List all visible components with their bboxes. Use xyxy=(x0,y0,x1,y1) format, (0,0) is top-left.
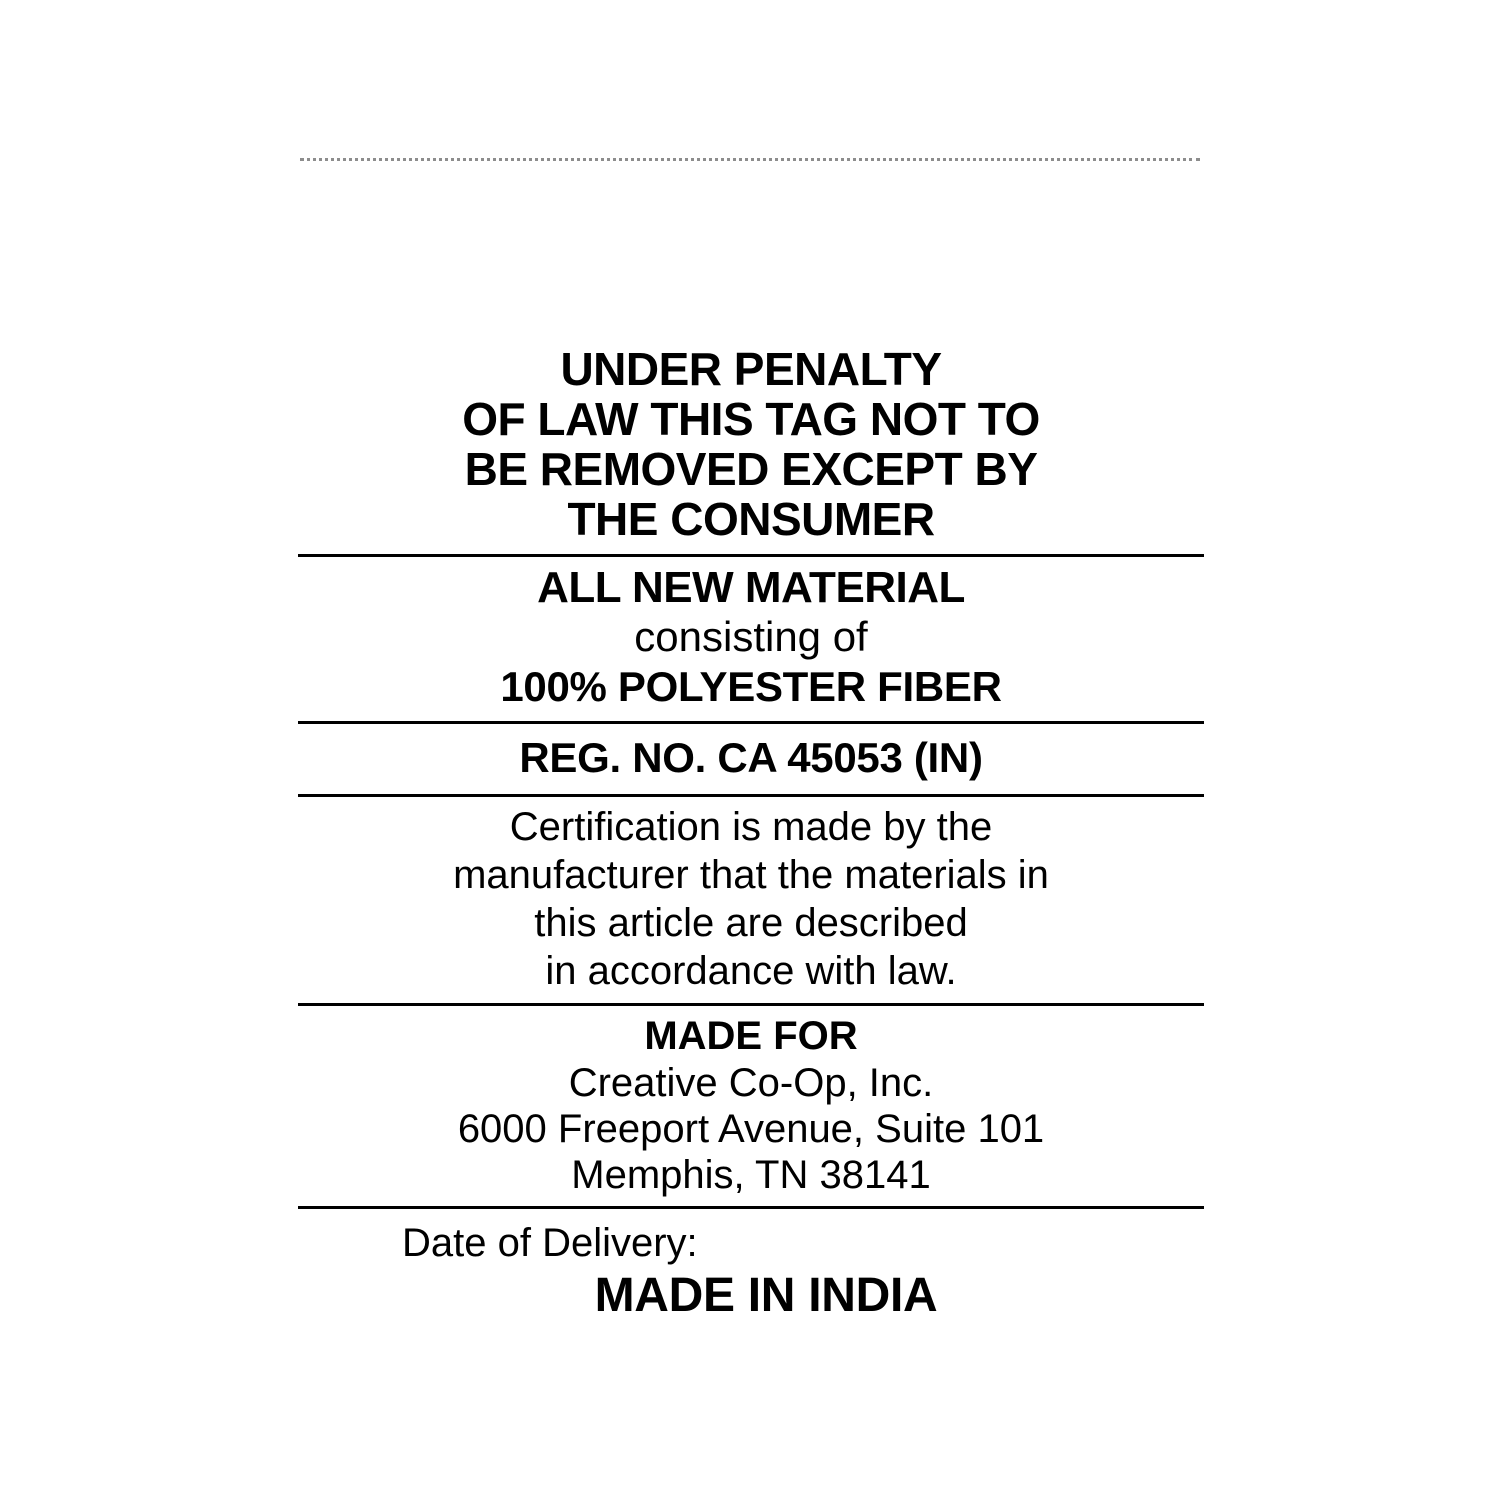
made-for-address-line-2: Memphis, TN 38141 xyxy=(571,1153,931,1197)
certification-line-2: manufacturer that the materials in xyxy=(453,853,1049,897)
material-fiber-content: 100% POLYESTER FIBER xyxy=(500,663,1002,710)
country-of-origin: MADE IN INDIA xyxy=(594,1269,938,1322)
penalty-notice-line-3: BE REMOVED EXCEPT BY xyxy=(464,443,1038,495)
made-for-address-line-1: 6000 Freeport Avenue, Suite 101 xyxy=(457,1107,1045,1151)
perforation-dotted-line xyxy=(300,158,1200,163)
made-for-heading: MADE FOR xyxy=(644,1014,858,1058)
penalty-notice-line-4: THE CONSUMER xyxy=(567,493,935,545)
certification-line-4: in accordance with law. xyxy=(545,949,957,993)
registration-block xyxy=(298,724,1204,794)
made-for-company: Creative Co-Op, Inc. xyxy=(568,1061,934,1105)
date-of-delivery-label: Date of Delivery: xyxy=(402,1221,698,1265)
made-for-block xyxy=(298,1006,1204,1206)
material-subheading: consisting of xyxy=(634,613,868,660)
certification-line-3: this article are described xyxy=(534,901,968,945)
penalty-notice-block xyxy=(298,338,1204,554)
certification-line-1: Certification is made by the xyxy=(509,805,993,849)
penalty-notice-line-1: UNDER PENALTY xyxy=(560,343,942,395)
tag-content xyxy=(298,338,1204,1333)
penalty-notice-line-2: OF LAW THIS TAG NOT TO xyxy=(462,393,1040,445)
registration-number: REG. NO. CA 45053 (IN) xyxy=(519,734,983,781)
material-heading: ALL NEW MATERIAL xyxy=(537,563,965,612)
delivery-origin-block xyxy=(298,1209,1204,1333)
material-block xyxy=(298,557,1204,721)
certification-block xyxy=(298,797,1204,1003)
